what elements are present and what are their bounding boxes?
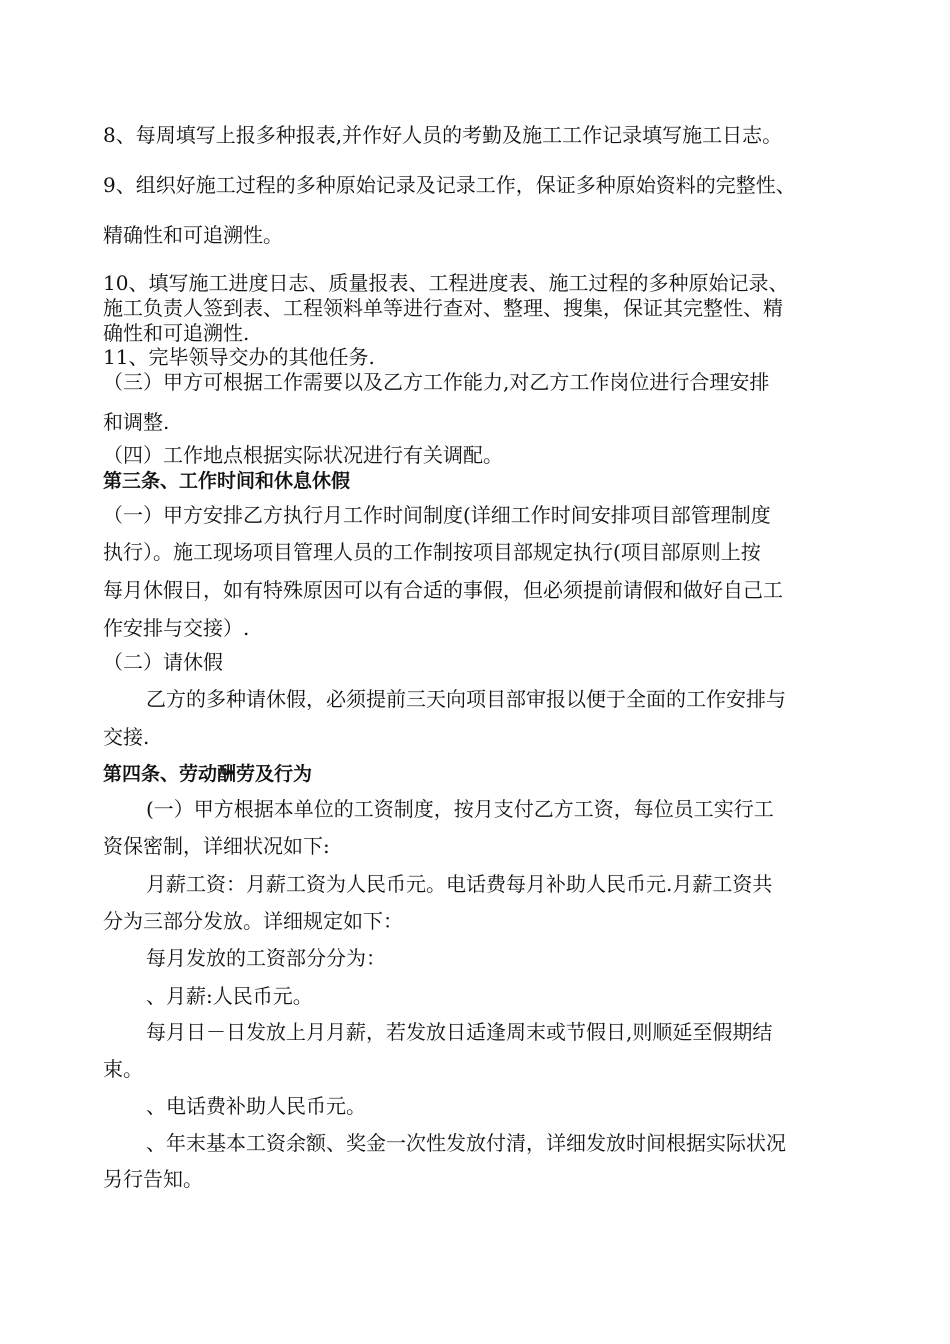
paragraph-line: 8、每周填写上报多种报表,并作好人员的考勤及施工工作记录填写施工日志。 [103,123,783,147]
paragraph-line: 另行告知。 [103,1167,203,1191]
paragraph-line: 束。 [103,1057,143,1081]
paragraph-line: 乙方的多种请休假，必须提前三天向项目部审报以便于全面的工作安排与 [146,687,786,711]
paragraph-line: （三）甲方可根据工作需要以及乙方工作能力,对乙方工作岗位进行合理安排 [103,370,770,394]
paragraph-line: 、电话费补助人民币元。 [146,1094,366,1118]
paragraph-line: (一）甲方根据本单位的工资制度，按月支付乙方工资，每位员工实行工 [146,797,774,821]
paragraph-line: 每月日－日发放上月月薪，若发放日适逢周末或节假日,则顺延至假期结 [146,1020,773,1044]
paragraph-line: 月薪工资：月薪工资为人民币元。电话费每月补助人民币元.月薪工资共 [146,872,773,896]
paragraph-line: 每月休假日，如有特殊原因可以有合适的事假，但必须提前请假和做好自己工 [103,578,783,602]
paragraph-line: 和调整. [103,410,170,434]
paragraph-line: 精确性和可追溯性。 [103,223,283,247]
paragraph-line: 9、组织好施工过程的多种原始记录及记录工作，保证多种原始资料的完整性、 [103,173,796,197]
paragraph-line: （四）工作地点根据实际状况进行有关调配。 [103,443,503,467]
paragraph-line: 作安排与交接）. [103,616,250,640]
paragraph-line: 施工负责人签到表、工程领料单等进行查对、整理、搜集，保证其完整性、精 [103,296,783,320]
paragraph-line: 每月发放的工资部分分为： [146,946,386,970]
paragraph-line: 交接. [103,725,150,749]
paragraph-line: 、月薪:人民币元。 [146,984,313,1008]
paragraph-line: （一）甲方安排乙方执行月工作时间制度(详细工作时间安排项目部管理制度 [103,503,771,527]
paragraph-line: 10、填写施工进度日志、质量报表、工程进度表、施工过程的多种原始记录、 [103,271,789,295]
paragraph-line: 分为三部分发放。详细规定如下： [103,909,403,933]
paragraph-line: 、年末基本工资余额、奖金一次性发放付清，详细发放时间根据实际状况 [146,1131,786,1155]
section-heading: 第四条、劳动酬劳及行为 [103,763,313,785]
section-heading: 第三条、工作时间和休息休假 [103,470,351,492]
paragraph-line: 确性和可追溯性. [103,321,250,345]
paragraph-line: （二）请休假 [103,650,223,674]
paragraph-line: 11、完毕领导交办的其他任务. [103,345,375,369]
paragraph-line: 资保密制，详细状况如下: [103,834,330,858]
paragraph-line: 执行）。施工现场项目管理人员的工作制按项目部规定执行(项目部原则上按 [103,540,761,564]
